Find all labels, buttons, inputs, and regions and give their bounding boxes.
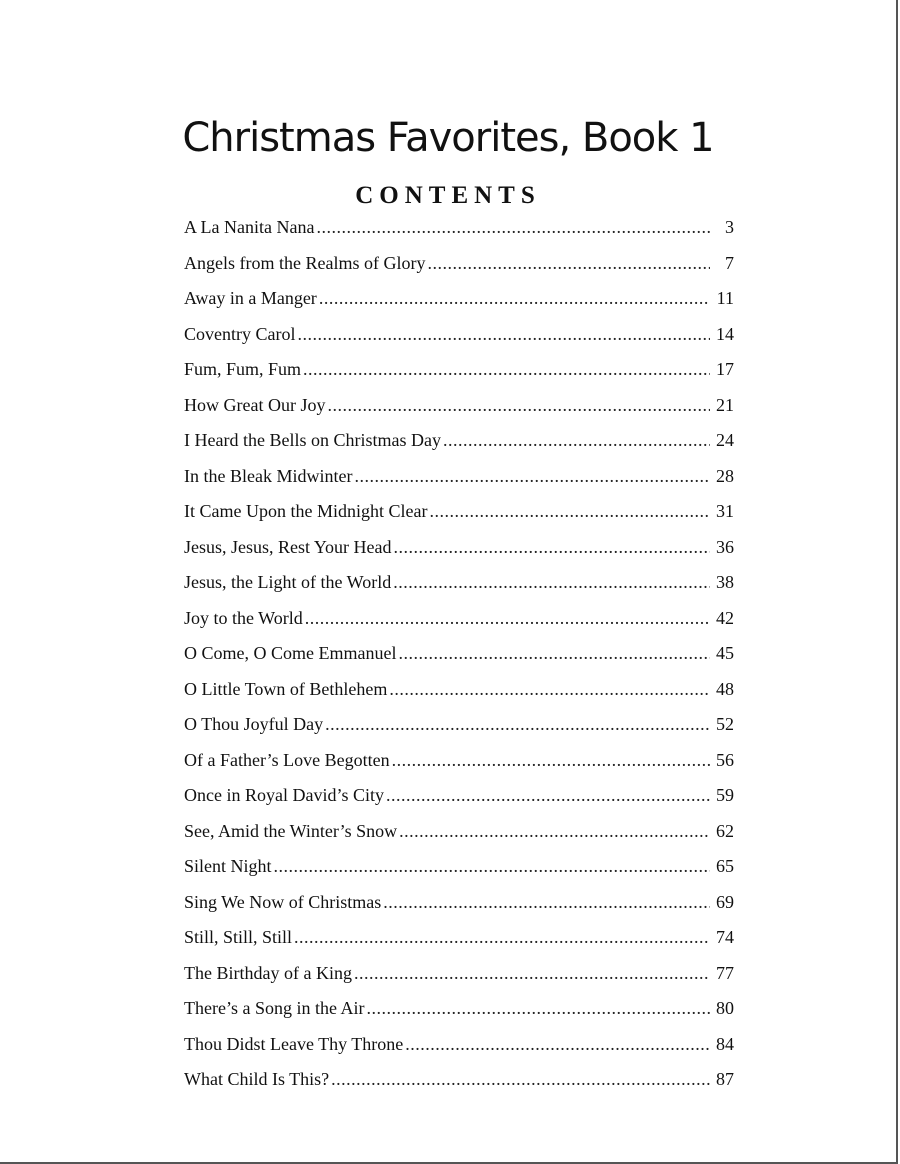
dot-leader — [305, 601, 710, 637]
toc-entry-title: Fum, Fum, Fum — [184, 359, 302, 379]
toc-entry-title: Coventry Carol — [184, 323, 296, 344]
toc-entry — [184, 601, 734, 637]
dot-leader — [427, 246, 710, 282]
toc-entry — [184, 1062, 734, 1098]
toc-entry-page-number: 69 — [716, 891, 734, 912]
dot-leader — [331, 1062, 710, 1098]
dot-leader — [429, 494, 710, 530]
toc-entry-page-number: 31 — [716, 501, 734, 521]
toc-entry-title: There’s a Song in the Air — [184, 998, 365, 1018]
dot-leader — [297, 317, 710, 353]
toc-entry-title: Away in a Manger — [184, 288, 317, 308]
toc-entry-page-number: 80 — [716, 998, 734, 1018]
dot-leader — [392, 743, 710, 779]
dot-leader — [389, 672, 710, 708]
toc-entry — [184, 565, 734, 601]
dot-leader — [354, 459, 710, 495]
toc-entry — [184, 494, 734, 530]
toc-entry-page-number: 7 — [725, 252, 734, 273]
table-of-contents — [184, 210, 734, 1098]
toc-entry-title: Once in Royal David’s City — [184, 785, 384, 805]
dot-leader — [393, 565, 710, 601]
toc-entry — [184, 920, 734, 956]
toc-entry-page-number: 84 — [716, 1033, 734, 1054]
dot-leader — [398, 636, 710, 672]
toc-entry — [184, 281, 734, 317]
dot-leader — [443, 423, 710, 459]
toc-entry — [184, 246, 734, 282]
dot-leader — [325, 707, 710, 743]
toc-entry-title: I Heard the Bells on Christmas Day — [184, 430, 441, 450]
toc-entry-title: Sing We Now of Christmas — [184, 891, 382, 912]
toc-entry-page-number: 56 — [716, 749, 734, 770]
toc-entry-title: O Thou Joyful Day — [184, 714, 324, 734]
dot-leader — [394, 530, 710, 566]
dot-leader — [405, 1027, 710, 1063]
toc-entry — [184, 352, 734, 388]
toc-entry-page-number: 87 — [716, 1069, 734, 1089]
toc-entry-title: Silent Night — [184, 856, 272, 876]
toc-entry-page-number: 14 — [716, 323, 734, 344]
toc-entry-page-number: 28 — [716, 465, 734, 486]
toc-entry-title: Thou Didst Leave Thy Throne — [184, 1033, 404, 1054]
dot-leader — [399, 814, 710, 850]
toc-entry-title: A La Nanita Nana — [184, 217, 315, 237]
toc-entry-page-number: 24 — [716, 430, 734, 450]
toc-entry-page-number: 52 — [716, 714, 734, 734]
toc-entry — [184, 885, 734, 921]
dot-leader — [319, 281, 710, 317]
dot-leader — [274, 849, 710, 885]
toc-entry-title: How Great Our Joy — [184, 394, 326, 415]
toc-entry — [184, 210, 734, 246]
toc-entry-title: The Birthday of a King — [184, 962, 352, 983]
toc-entry-title: See, Amid the Winter’s Snow — [184, 820, 398, 841]
dot-leader — [383, 885, 710, 921]
toc-entry — [184, 423, 734, 459]
toc-entry-title: Jesus, the Light of the World — [184, 572, 392, 592]
toc-entry — [184, 956, 734, 992]
toc-entry-page-number: 21 — [716, 394, 734, 415]
toc-entry — [184, 672, 734, 708]
toc-entry — [184, 1027, 734, 1063]
toc-entry-page-number: 17 — [716, 359, 734, 379]
toc-entry-page-number: 48 — [716, 678, 734, 699]
book-title: Christmas Favorites, Book 1 — [182, 114, 714, 161]
toc-entry-title: Of a Father’s Love Begotten — [184, 749, 390, 770]
toc-entry-title: In the Bleak Midwinter — [184, 465, 353, 486]
toc-entry — [184, 778, 734, 814]
toc-entry — [184, 849, 734, 885]
toc-entry — [184, 530, 734, 566]
toc-entry-title: Joy to the World — [184, 607, 303, 628]
toc-entry-title: Angels from the Realms of Glory — [184, 252, 426, 273]
toc-entry — [184, 388, 734, 424]
dot-leader — [327, 388, 710, 424]
dot-leader — [354, 956, 710, 992]
toc-entry-page-number: 36 — [716, 536, 734, 557]
toc-entry — [184, 317, 734, 353]
toc-entry-page-number: 45 — [716, 643, 734, 663]
toc-entry-page-number: 77 — [716, 962, 734, 983]
dot-leader — [294, 920, 710, 956]
toc-entry — [184, 814, 734, 850]
toc-entry-page-number: 65 — [716, 856, 734, 876]
dot-leader — [366, 991, 710, 1027]
toc-entry — [184, 636, 734, 672]
dot-leader — [303, 352, 710, 388]
toc-entry-page-number: 74 — [716, 927, 734, 947]
toc-entry-title: It Came Upon the Midnight Clear — [184, 501, 428, 521]
toc-entry-page-number: 11 — [716, 288, 734, 308]
toc-entry — [184, 991, 734, 1027]
toc-entry-title: O Come, O Come Emmanuel — [184, 643, 397, 663]
toc-entry-title: O Little Town of Bethlehem — [184, 678, 388, 699]
toc-entry — [184, 743, 734, 779]
toc-entry — [184, 459, 734, 495]
toc-entry-page-number: 59 — [716, 785, 734, 805]
toc-entry-title: What Child Is This? — [184, 1069, 330, 1089]
toc-entry — [184, 707, 734, 743]
toc-entry-page-number: 42 — [716, 607, 734, 628]
toc-entry-title: Jesus, Jesus, Rest Your Head — [184, 536, 392, 557]
dot-leader — [316, 210, 710, 246]
contents-heading: CONTENTS — [355, 181, 541, 209]
toc-entry-page-number: 3 — [725, 217, 734, 237]
toc-entry-page-number: 38 — [716, 572, 734, 592]
toc-entry-title: Still, Still, Still — [184, 927, 293, 947]
toc-entry-page-number: 62 — [716, 820, 734, 841]
dot-leader — [386, 778, 710, 814]
